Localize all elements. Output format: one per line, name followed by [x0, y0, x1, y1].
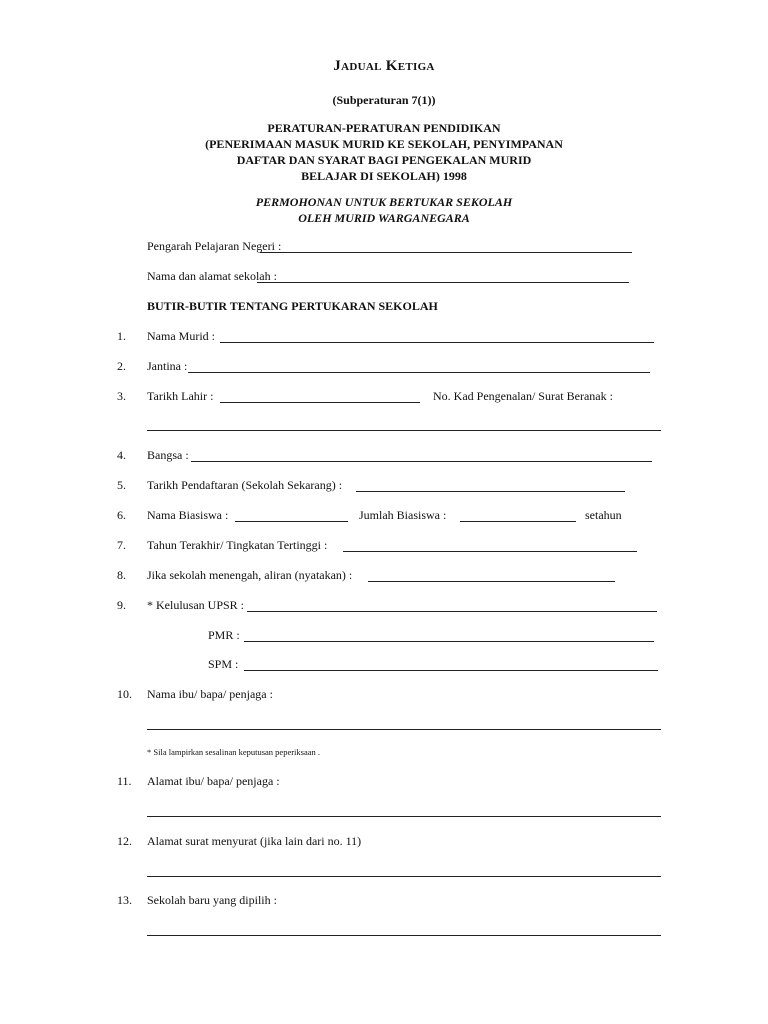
regulation-title — [0, 120, 768, 184]
mailing-address-field[interactable] — [147, 876, 661, 877]
application-title-line: OLEH MURID WARGANEGARA — [298, 211, 470, 225]
student-name-label: Nama Murid : — [147, 329, 215, 343]
item-number: 9. — [117, 598, 126, 612]
stream-label: Jika sekolah menengah, aliran (nyatakan) : — [147, 568, 353, 582]
scholarship-name-field[interactable] — [235, 521, 348, 522]
gender-field[interactable] — [188, 372, 650, 373]
birth-date-field[interactable] — [220, 402, 420, 403]
scholarship-amount-field[interactable] — [460, 521, 576, 522]
new-school-label: Sekolah baru yang dipilih : — [147, 893, 277, 907]
item-number: 11. — [117, 774, 132, 788]
student-name-field[interactable] — [220, 342, 654, 343]
application-title — [0, 194, 768, 226]
pmr-field[interactable] — [244, 641, 654, 642]
school-label: Nama dan alamat sekolah : — [147, 269, 277, 283]
item-number: 6. — [117, 508, 126, 522]
id-card-field[interactable] — [147, 430, 661, 431]
director-field[interactable] — [260, 252, 632, 253]
item-number: 10. — [117, 687, 132, 701]
registration-date-label: Tarikh Pendaftaran (Sekolah Sekarang) : — [147, 478, 343, 492]
upsr-field[interactable] — [247, 611, 657, 612]
spm-label: SPM : — [208, 657, 239, 671]
regulation-line: PERATURAN-PERATURAN PENDIDIKAN — [267, 121, 501, 135]
race-field[interactable] — [191, 461, 652, 462]
last-year-label: Tahun Terakhir/ Tingkatan Tertinggi : — [147, 538, 328, 552]
parent-address-field[interactable] — [147, 816, 661, 817]
id-card-label: No. Kad Pengenalan/ Surat Beranak : — [433, 389, 613, 403]
regulation-line: (PENERIMAAN MASUK MURID KE SEKOLAH, PENYIMPANAN — [205, 137, 563, 151]
gender-label: Jantina : — [147, 359, 188, 373]
form-subtitle: (Subperaturan 7(1)) — [332, 93, 436, 107]
form-title: Jadual Ketiga — [333, 58, 435, 74]
mailing-address-label: Alamat surat menyurat (jika lain dari no. 11) — [147, 834, 362, 848]
race-label: Bangsa : — [147, 448, 189, 462]
regulation-line: DAFTAR DAN SYARAT BAGI PENGEKALAN MURID — [236, 153, 532, 167]
new-school-field[interactable] — [147, 935, 661, 936]
item-number: 2. — [117, 359, 126, 373]
footnote: * Sila lampirkan sesalinan keputusan peperiksaan . — [147, 747, 321, 757]
parent-name-label: Nama ibu/ bapa/ penjaga : — [147, 687, 273, 701]
director-label: Pengarah Pelajaran Negeri : — [147, 239, 282, 253]
school-field[interactable] — [257, 282, 629, 283]
stream-field[interactable] — [368, 581, 615, 582]
pmr-label: PMR : — [208, 628, 240, 642]
scholarship-amount-label: Jumlah Biasiswa : — [359, 508, 447, 522]
section-heading: BUTIR-BUTIR TENTANG PERTUKARAN SEKOLAH — [147, 299, 438, 313]
per-year-label: setahun — [585, 508, 622, 522]
item-number: 8. — [117, 568, 126, 582]
spm-field[interactable] — [244, 670, 658, 671]
item-number: 5. — [117, 478, 126, 492]
item-number: 12. — [117, 834, 132, 848]
item-number: 1. — [117, 329, 126, 343]
parent-name-field[interactable] — [147, 729, 661, 730]
regulation-line: BELAJAR DI SEKOLAH) 1998 — [301, 169, 467, 183]
application-title-line: PERMOHONAN UNTUK BERTUKAR SEKOLAH — [255, 195, 513, 209]
last-year-field[interactable] — [343, 551, 637, 552]
upsr-label: * Kelulusan UPSR : — [147, 598, 245, 612]
item-number: 7. — [117, 538, 126, 552]
item-number: 3. — [117, 389, 126, 403]
registration-date-field[interactable] — [356, 491, 625, 492]
scholarship-name-label: Nama Biasiswa : — [147, 508, 229, 522]
birth-date-label: Tarikh Lahir : — [147, 389, 214, 403]
item-number: 13. — [117, 893, 132, 907]
parent-address-label: Alamat ibu/ bapa/ penjaga : — [147, 774, 280, 788]
item-number: 4. — [117, 448, 126, 462]
